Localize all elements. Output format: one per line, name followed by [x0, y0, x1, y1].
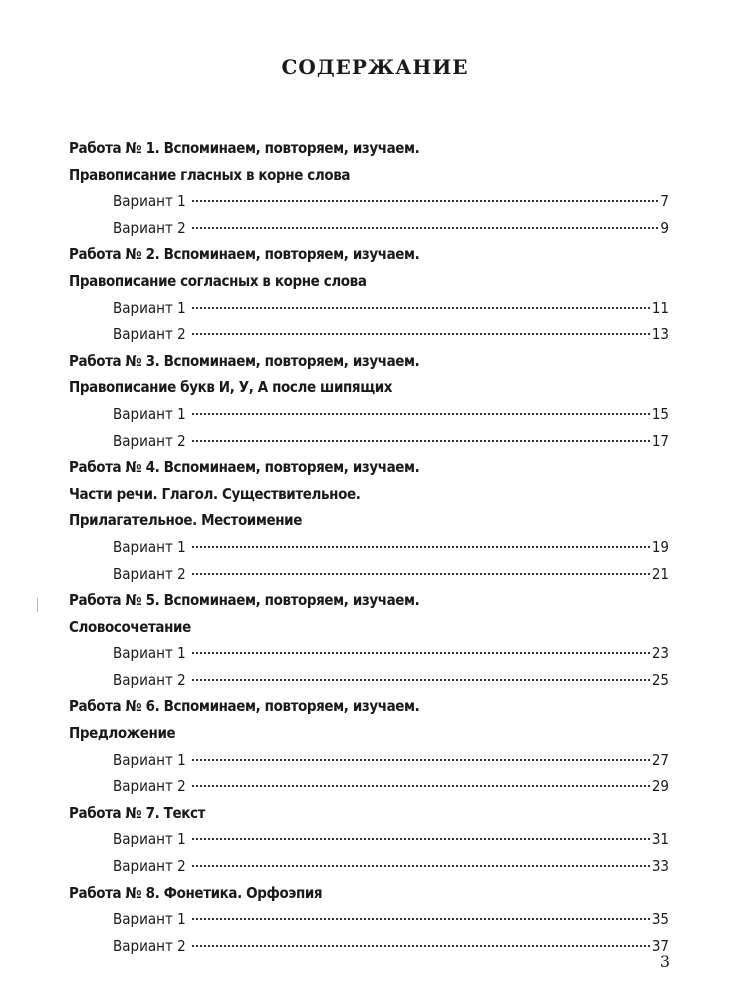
- toc-section: [69, 587, 669, 693]
- toc-entry: [69, 747, 669, 774]
- entry-page-number: 9: [660, 218, 669, 237]
- toc-entry: [69, 215, 669, 242]
- toc-section: [69, 800, 669, 880]
- entry-page-number: 31: [651, 830, 669, 849]
- dot-leader: [192, 440, 650, 442]
- dot-leader: [192, 918, 650, 920]
- section-heading: Словосочетание: [69, 617, 191, 636]
- dot-leader: [192, 546, 650, 548]
- entry-page-number: 17: [651, 431, 669, 450]
- section-heading: Работа № 2. Вспоминаем, повторяем, изучаем.: [69, 245, 420, 264]
- section-heading: Правописание гласных в корне слова: [69, 165, 351, 184]
- entry-page-number: 21: [651, 564, 669, 583]
- dot-leader: [192, 945, 650, 947]
- entry-label: Вариант 2: [113, 777, 186, 796]
- toc-entry: [69, 773, 669, 800]
- entry-label: Вариант 2: [113, 564, 186, 583]
- page-number: 3: [659, 952, 670, 971]
- dot-leader: [192, 785, 650, 787]
- toc-entry: [69, 188, 669, 215]
- entry-page-number: 23: [651, 644, 669, 663]
- toc-entry: [69, 534, 669, 561]
- toc-section: [69, 880, 669, 960]
- toc-entry: [69, 640, 669, 667]
- dot-leader: [192, 838, 650, 840]
- entry-page-number: 15: [651, 404, 669, 423]
- section-heading: Работа № 4. Вспоминаем, повторяем, изучаем.: [69, 458, 420, 477]
- entry-label: Вариант 2: [113, 325, 186, 344]
- toc-entry: [69, 933, 669, 960]
- dot-leader: [192, 200, 659, 202]
- entry-page-number: 19: [651, 537, 669, 556]
- page-title: СОДЕРЖАНИЕ: [281, 55, 469, 79]
- entry-label: Вариант 2: [113, 431, 186, 450]
- toc-entry: [69, 321, 669, 348]
- entry-page-number: 33: [651, 857, 669, 876]
- toc-entry: [69, 853, 669, 880]
- toc-entry: [69, 667, 669, 694]
- table-of-contents: [69, 135, 669, 959]
- section-heading: Работа № 7. Текст: [69, 803, 206, 822]
- scan-mark: [37, 598, 38, 612]
- toc-section: [69, 348, 669, 454]
- section-heading: Правописание букв И, У, А после шипящих: [69, 378, 393, 397]
- dot-leader: [192, 227, 659, 229]
- entry-label: Вариант 1: [113, 910, 186, 929]
- entry-label: Вариант 1: [113, 298, 186, 317]
- toc-section: [69, 454, 669, 587]
- entry-label: Вариант 2: [113, 218, 186, 237]
- section-heading: Работа № 5. Вспоминаем, повторяем, изучаем.: [69, 591, 420, 610]
- toc-entry: [69, 826, 669, 853]
- entry-label: Вариант 1: [113, 537, 186, 556]
- toc-section: [69, 135, 669, 241]
- entry-page-number: 37: [651, 936, 669, 955]
- entry-page-number: 13: [651, 325, 669, 344]
- section-heading: Прилагательное. Местоимение: [69, 511, 302, 530]
- entry-label: Вариант 2: [113, 857, 186, 876]
- entry-label: Вариант 1: [113, 192, 186, 211]
- entry-page-number: 25: [651, 670, 669, 689]
- entry-page-number: 35: [651, 910, 669, 929]
- toc-section: [69, 693, 669, 799]
- toc-entry: [69, 906, 669, 933]
- dot-leader: [192, 413, 650, 415]
- entry-label: Вариант 1: [113, 644, 186, 663]
- section-heading: Предложение: [69, 724, 176, 743]
- entry-label: Вариант 1: [113, 404, 186, 423]
- dot-leader: [192, 652, 650, 654]
- entry-page-number: 7: [660, 192, 669, 211]
- entry-label: Вариант 1: [113, 750, 186, 769]
- section-heading: Правописание согласных в корне слова: [69, 271, 367, 290]
- dot-leader: [192, 759, 650, 761]
- entry-page-number: 27: [651, 750, 669, 769]
- dot-leader: [192, 307, 650, 309]
- dot-leader: [192, 679, 650, 681]
- section-heading: Части речи. Глагол. Существительное.: [69, 484, 361, 503]
- section-heading: Работа № 3. Вспоминаем, повторяем, изучаем.: [69, 351, 420, 370]
- toc-section: [69, 241, 669, 347]
- toc-entry: [69, 428, 669, 455]
- entry-page-number: 29: [651, 777, 669, 796]
- dot-leader: [192, 573, 650, 575]
- entry-label: Вариант 2: [113, 936, 186, 955]
- section-heading: Работа № 1. Вспоминаем, повторяем, изучаем.: [69, 139, 420, 157]
- entry-label: Вариант 2: [113, 670, 186, 689]
- toc-entry: [69, 401, 669, 428]
- section-heading: Работа № 6. Вспоминаем, повторяем, изучаем.: [69, 697, 420, 716]
- entry-page-number: 11: [651, 298, 669, 317]
- toc-entry: [69, 295, 669, 322]
- toc-entry: [69, 561, 669, 588]
- entry-label: Вариант 1: [113, 830, 186, 849]
- section-heading: Работа № 8. Фонетика. Орфоэпия: [69, 883, 323, 902]
- dot-leader: [192, 333, 650, 335]
- dot-leader: [192, 865, 650, 867]
